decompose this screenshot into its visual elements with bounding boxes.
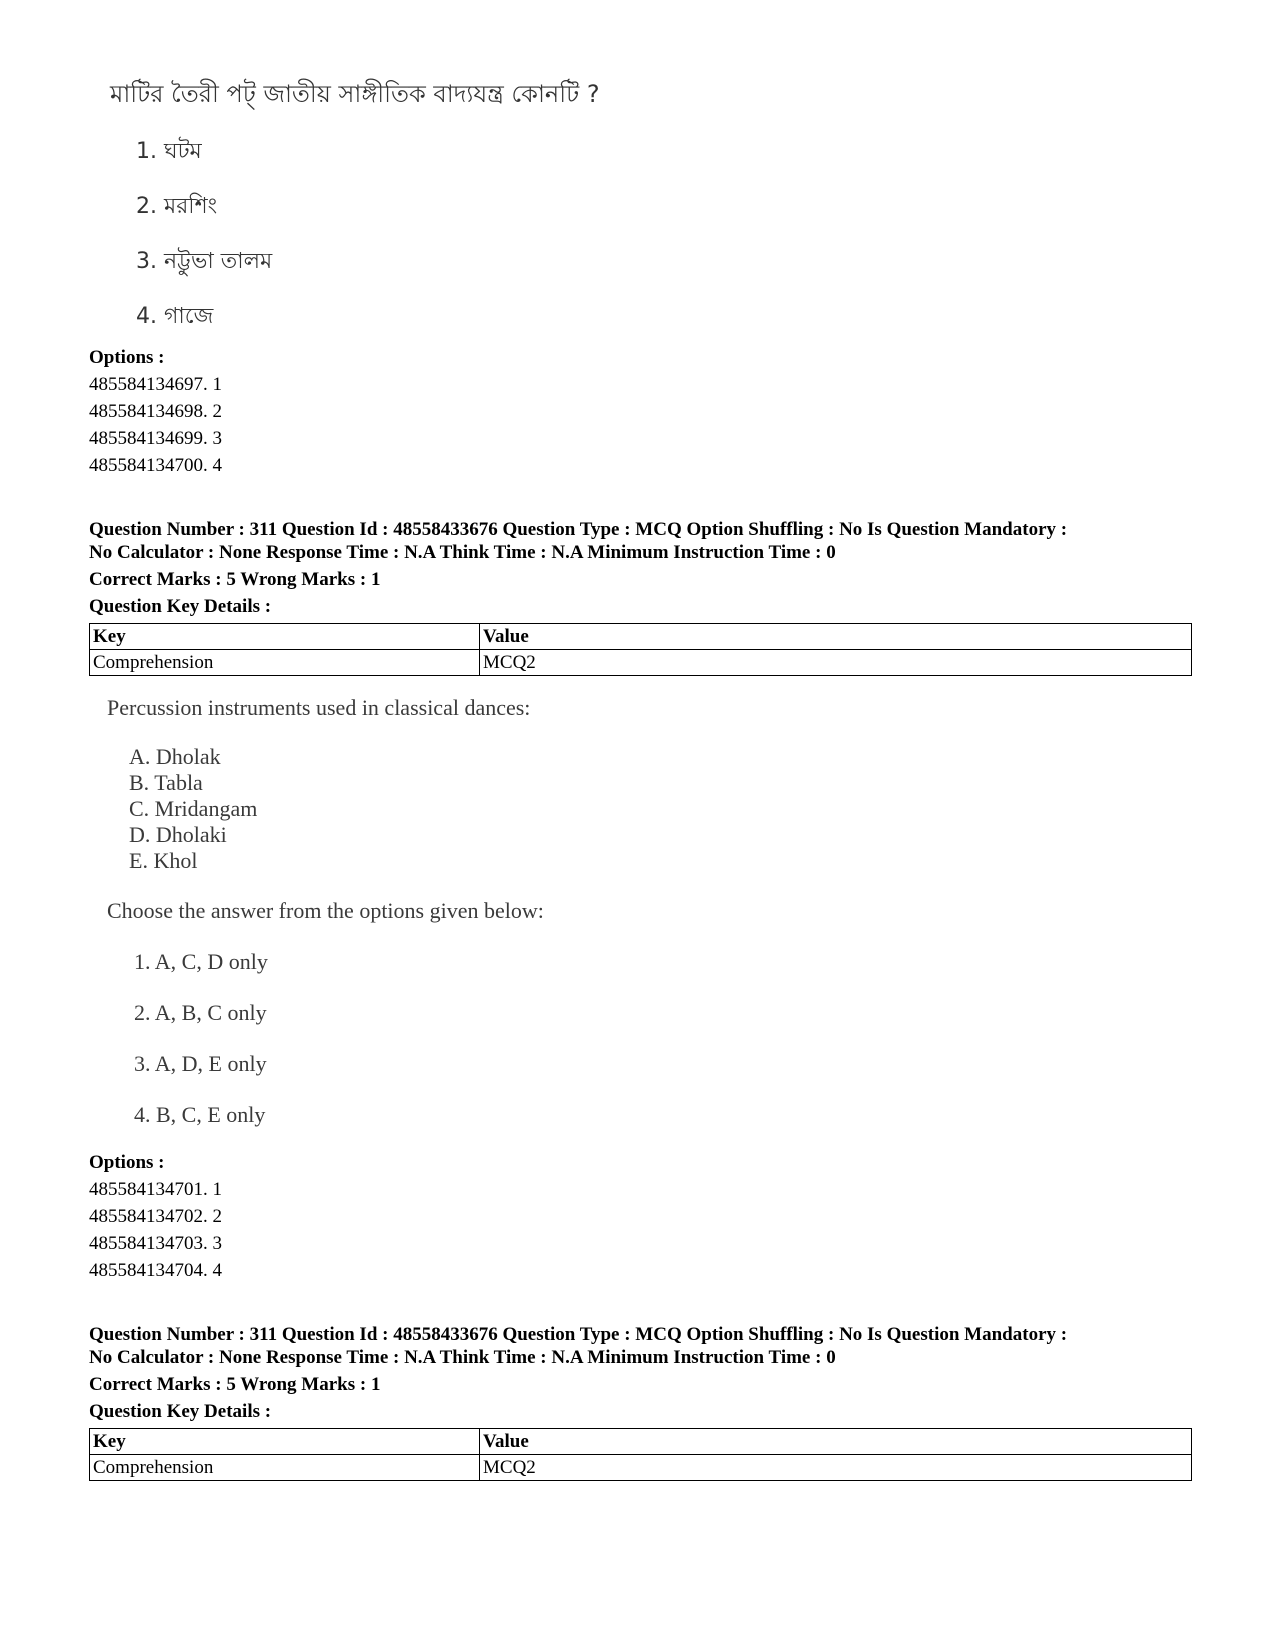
q2-option-3: 485584134703. 3 [89,1233,222,1254]
q1-option-2: 485584134698. 2 [89,401,222,422]
table-cell-value: MCQ2 [480,1455,1192,1481]
q2-choice-1: 1. A, C, D only [134,949,268,974]
table-header-row [90,1429,1192,1455]
q2-item-d: D. Dholaki [129,822,227,847]
q2-key-details-label: Question Key Details : [89,596,272,617]
table-row [90,1455,1192,1481]
table-cell-key: Comprehension [90,650,480,676]
q2-option-1: 485584134701. 1 [89,1179,222,1200]
q3-meta-line-1: Question Number : 311 Question Id : 48558433676 Question Type : MCQ Option Shuffling : No Is Question Mandatory : [89,1324,1068,1345]
table-header-key: Key [90,624,480,650]
table-cell-value: MCQ2 [480,650,1192,676]
q2-item-b: B. Tabla [129,770,203,795]
q2-options-label: Options : [89,1152,165,1173]
q2-instruction: Choose the answer from the options given below: [107,898,544,923]
q1-stem: মাটির তৈরী পট্ জাতীয় সাঙ্গীতিক বাদ্যযন্ত্র কোনটি ? [110,80,600,108]
q2-choice-3: 3. A, D, E only [134,1051,267,1076]
q2-choice-4: 4. B, C, E only [134,1102,266,1127]
table-header-value: Value [480,1429,1192,1455]
table-header-value: Value [480,624,1192,650]
q1-option-4: 485584134700. 4 [89,455,222,476]
table-header-key: Key [90,1429,480,1455]
q1-choice-1: 1. ঘটম [136,139,202,164]
q2-item-a: A. Dholak [129,744,221,769]
table-cell-key: Comprehension [90,1455,480,1481]
q3-key-details-label: Question Key Details : [89,1401,272,1422]
q3-marks: Correct Marks : 5 Wrong Marks : 1 [89,1374,381,1395]
q2-meta-line-1: Question Number : 311 Question Id : 48558433676 Question Type : MCQ Option Shuffling : No Is Question Mandatory : [89,519,1068,540]
q2-marks: Correct Marks : 5 Wrong Marks : 1 [89,569,381,590]
q3-key-table [89,1428,1192,1481]
q1-choice-2: 2. মরশিং [136,194,218,219]
q3-meta-line-2: No Calculator : None Response Time : N.A Think Time : N.A Minimum Instruction Time : 0 [89,1347,836,1368]
q1-choice-4: 4. গাজে [136,304,214,329]
table-row [90,650,1192,676]
q1-choice-3: 3. নট্টুভা তালম [136,249,273,274]
q2-stem: Percussion instruments used in classical dances: [107,695,531,720]
q1-options-label: Options : [89,347,165,368]
q1-option-1: 485584134697. 1 [89,374,222,395]
q2-item-e: E. Khol [129,848,198,873]
q2-item-c: C. Mridangam [129,796,258,821]
q2-option-2: 485584134702. 2 [89,1206,222,1227]
q2-option-4: 485584134704. 4 [89,1260,222,1281]
q1-option-3: 485584134699. 3 [89,428,222,449]
table-header-row [90,624,1192,650]
q2-meta-line-2: No Calculator : None Response Time : N.A Think Time : N.A Minimum Instruction Time : 0 [89,542,836,563]
q2-key-table [89,623,1192,676]
q2-choice-2: 2. A, B, C only [134,1000,267,1025]
